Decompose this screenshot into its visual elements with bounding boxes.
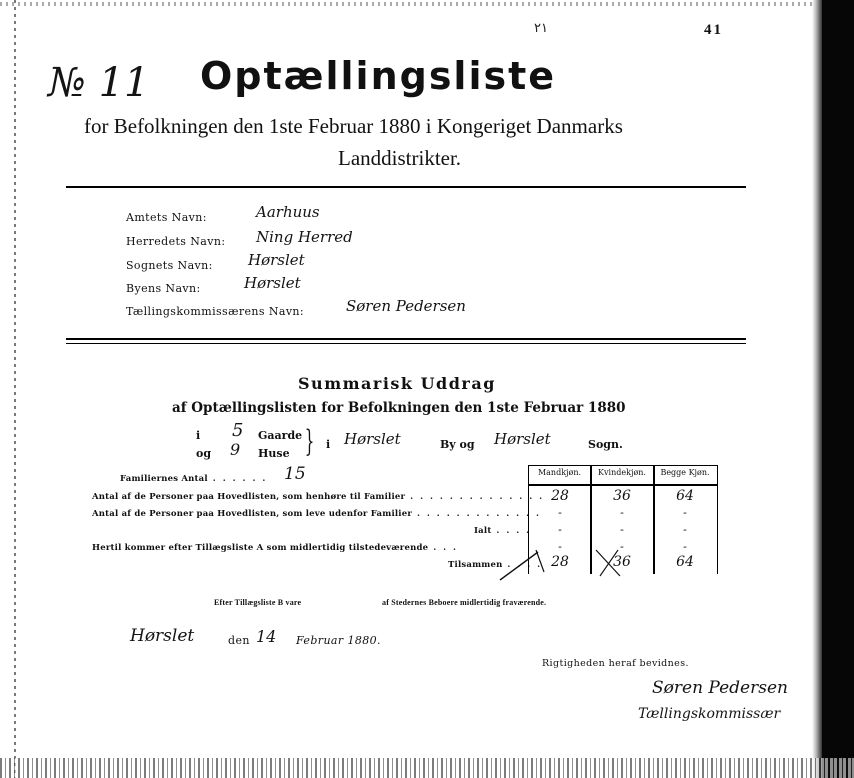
by-og-label: By og (440, 438, 475, 451)
subtitle-line-1: for Befolkningen den 1ste Februar 1880 i Kongeriget Danmarks (84, 114, 623, 138)
row-dots-5: . . . . (502, 560, 543, 570)
list-number: № 11 (48, 60, 150, 106)
row-dots-2: . . . . . . . . . . . . . (412, 509, 541, 519)
header-rule (529, 484, 717, 486)
sogn-value: Hørslet (248, 251, 305, 269)
cell-r3-c1: - (558, 523, 562, 536)
huse-count: 9 (230, 440, 241, 459)
by-label: Byens Navn: (126, 282, 201, 295)
kommissaer-label: Tællingskommissærens Navn: (126, 305, 305, 318)
familier-value: 15 (284, 464, 306, 484)
rigtighed-label: Rigtigheden heraf bevidnes. (542, 658, 689, 669)
gaarde-label: Gaarde (258, 429, 303, 442)
footer-den-label: den (228, 634, 250, 647)
summary-subtitle: af Optællingslisten for Befolkningen den 1ste Februar 1880 (172, 400, 626, 416)
footer-day: 14 (256, 627, 277, 646)
header-mandkjoen: Mandkjøn. (537, 468, 582, 477)
scan-edge-bottom (0, 758, 854, 778)
footer-date-rest: Februar 1880. (296, 634, 381, 647)
fravaerende-label: af Stedernes Beboere midlertidig fraværende. (382, 598, 547, 607)
herred-value: Ning Herred (256, 228, 353, 246)
brace-glyph: } (304, 424, 315, 459)
cell-r1-c1: 28 (551, 488, 569, 504)
divider-top (66, 186, 746, 188)
cell-r2-c2: - (620, 506, 624, 519)
row-label-2-text: Antal af de Personer paa Hovedlisten, som leve udenfor Familier (92, 509, 413, 519)
cell-r4-c3: - (683, 540, 687, 553)
footer-place: Hørslet (130, 626, 195, 646)
cell-r1-c2: 36 (613, 488, 631, 504)
huse-label: Huse (258, 447, 290, 460)
subtitle-line-2: Landdistrikter. (338, 146, 462, 170)
page-title: Optællingsliste (200, 54, 557, 98)
by-value: Hørslet (244, 274, 301, 292)
familier-dots: . . . . . . (207, 474, 268, 484)
cell-r1-c3: 64 (676, 488, 694, 504)
row-dots-1: . . . . . . . . . . . . . . (405, 492, 545, 502)
cell-r2-c1: - (558, 506, 562, 519)
summary-by-name: Hørslet (344, 430, 401, 448)
amt-value: Aarhuus (256, 203, 320, 221)
row-label-4-text: Hertil kommer efter Tillægsliste A som midlertidig tilstedeværende (92, 543, 429, 553)
cell-r5-c2: 36 (613, 554, 631, 570)
cell-r3-c2: - (620, 523, 624, 536)
row-label-4 (92, 543, 458, 553)
row-label-1-text: Antal af de Personer paa Hovedlisten, som henhøre til Familier (92, 492, 406, 502)
tillaeg-b-label: Efter Tillægsliste B vare (214, 598, 302, 607)
signature: Søren Pedersen (652, 678, 788, 698)
archive-mark: ٢١ (534, 20, 548, 35)
row-label-3 (474, 526, 531, 536)
signature-title: Tællingskommissær (638, 706, 781, 722)
kommissaer-value: Søren Pedersen (346, 297, 466, 315)
cell-r4-c2: - (620, 540, 624, 553)
sogn-dot-label: Sogn. (588, 438, 623, 451)
familier-label-text: Familiernes Antal (120, 474, 208, 484)
summary-title: Summarisk Uddrag (298, 374, 496, 393)
divider-double-b (66, 343, 746, 344)
amt-label: Amtets Navn: (126, 211, 207, 224)
row-dots-3: . . . . (491, 526, 532, 536)
row-label-5-text: Tilsammen (448, 560, 503, 570)
scan-edge-right (822, 0, 854, 778)
gaarde-count: 5 (232, 420, 244, 441)
row-label-2 (92, 509, 541, 519)
cell-r2-c3: - (683, 506, 687, 519)
scan-edge-top (0, 2, 820, 6)
scan-edge-left (14, 0, 16, 778)
header-begge-kjoen: Begge Kjøn. (660, 468, 710, 477)
og-label: og (196, 447, 212, 460)
familier-label (120, 474, 267, 484)
summary-sogn-name: Hørslet (494, 430, 551, 448)
sogn-label: Sognets Navn: (126, 259, 213, 272)
header-kvindekjoen: Kvindekjøn. (598, 468, 646, 477)
row-label-1 (92, 492, 544, 502)
row-label-3-text: Ialt (474, 526, 492, 536)
row-dots-4: . . . (428, 543, 458, 553)
herred-label: Herredets Navn: (126, 235, 226, 248)
cell-r4-c1: - (558, 540, 562, 553)
cell-r5-c1: 28 (551, 554, 569, 570)
pen-strokes (496, 540, 636, 585)
cell-r5-c3: 64 (676, 554, 694, 570)
i2-label: i (326, 438, 331, 451)
cell-r3-c3: - (683, 523, 687, 536)
page-number: 41 (704, 22, 723, 38)
i-label: i (196, 429, 201, 442)
divider-double-a (66, 338, 746, 340)
scan-edge-shadow (812, 0, 822, 778)
